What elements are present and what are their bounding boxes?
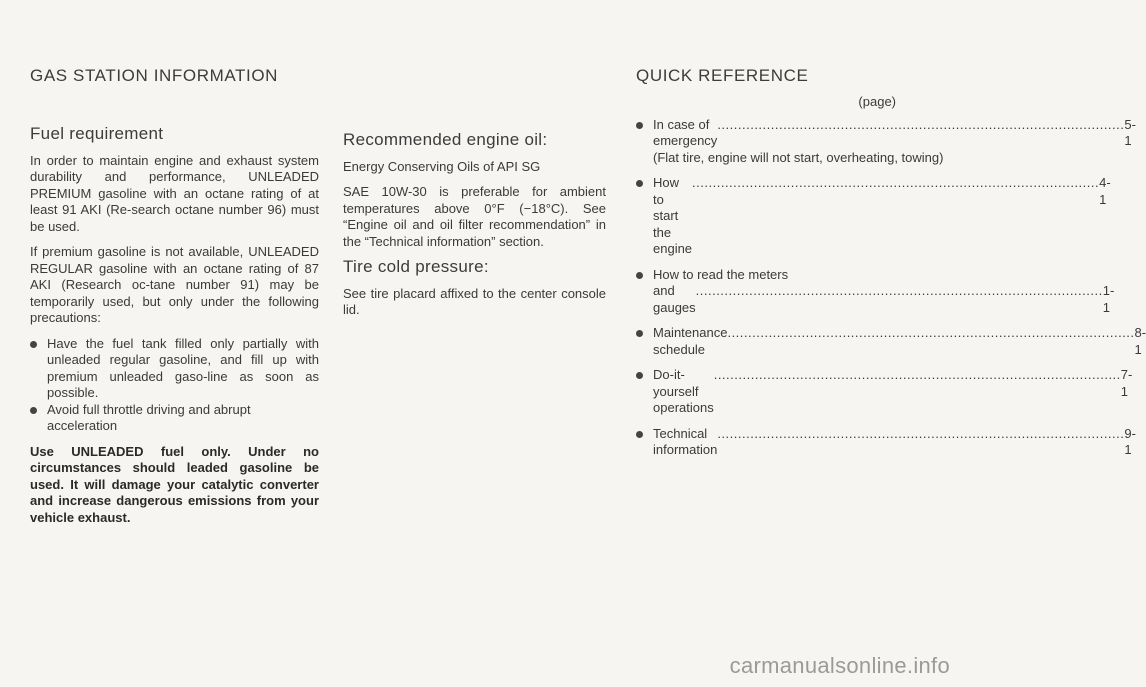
reference-page: 9-1 [1124,425,1136,457]
reference-page: 1-1 [1102,283,1115,315]
reference-label: How to read the meters [653,266,789,282]
reference-page: 7-1 [1120,367,1133,399]
reference-item-meters [636,266,1115,317]
reference-label: How to start the engine [653,175,693,256]
unleaded-warning: Use UNLEADED fuel only. Under no circumstances should leaded gasoline be used. It will damage your catalytic converter and increase dangerous emissions from your vehicle exhaust. [30,443,319,525]
fuel-paragraph-2: If premium gasoline is not available, UNLEADED REGULAR gasoline with an octane rating of 87 AKI (Research oc-tane number 91) may be temporarily used, but only under the following precautions: [30,244,319,325]
bullet-icon [30,336,47,402]
bullet-icon [636,325,653,358]
tire-paragraph: See tire placard affixed to the center console lid. [343,285,606,317]
page-column-label: (page) [858,94,896,109]
oil-paragraph: SAE 10W-30 is preferable for ambient temperatures above 0°F (−18°C). See “Engine oil and oil filter recommendation” in the “Technical information” section. [343,184,606,249]
reference-label-cont: and gauges [653,283,696,315]
bullet-icon [636,426,653,459]
bullet-icon [30,402,47,435]
reference-label: In case of emergency [653,116,718,148]
bullet-icon [636,175,653,258]
bullet-text: Have the fuel tank filled only partially with unleaded regular gasoline, and fill up with premium unleaded gaso-line as soon as possible. [47,335,319,400]
watermark: carmanualsonline.info [729,653,950,678]
gas-station-title: GAS STATION INFORMATION [30,66,279,85]
bullet-text: Avoid full throttle driving and abrupt acceleration [47,401,251,433]
reference-label: Technical information [653,425,718,457]
reference-item-emergency [636,116,1136,167]
fuel-paragraph-1: In order to maintain engine and exhaust system durability and performance, UNLEADED PREMIUM gasoline with an octane rating of at least 91 AKI (Re-search octane number 96) must be used. [30,152,319,234]
bullet-icon [636,367,653,417]
tire-pressure-heading: Tire cold pressure: [343,257,489,276]
reference-label: Maintenance schedule [653,325,728,357]
reference-item-diy [636,367,1133,417]
precaution-bullet-2 [30,402,319,435]
oil-api-line: Energy Conserving Oils of API SG [343,158,541,174]
reference-label: Do-it-yourself operations [653,367,714,415]
fuel-column [30,126,319,535]
reference-page: 4-1 [1099,175,1111,207]
quick-reference-title: QUICK REFERENCE [636,66,809,85]
reference-item-technical [636,425,1136,459]
bullet-icon [636,117,653,167]
reference-page: 5-1 [1124,116,1136,148]
reference-detail: (Flat tire, engine will not start, overheating, towing) [653,149,944,165]
reference-item-maintenance [636,325,1146,358]
reference-page: 8-1 [1134,325,1146,357]
quick-reference-list [636,94,1146,468]
precaution-bullet-1 [30,336,319,402]
engine-oil-heading: Recommended engine oil: [343,130,548,149]
reference-item-start-engine [636,175,1111,258]
bullet-icon [636,267,653,317]
fuel-requirement-heading: Fuel requirement [30,124,164,143]
oil-tire-column [343,132,606,328]
